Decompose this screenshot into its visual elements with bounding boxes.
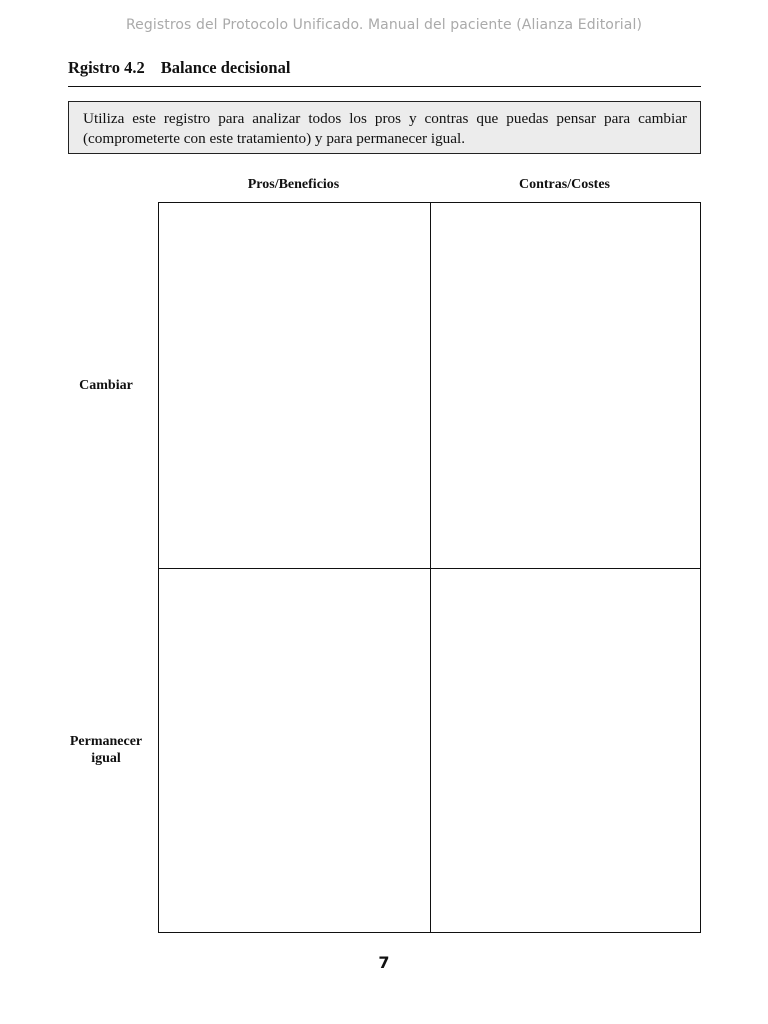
page-number: 7 <box>378 953 390 972</box>
column-header-pros: Pros/Beneficios <box>247 177 340 192</box>
column-header-cons: Contras/Costes <box>519 177 610 192</box>
cell-stay-same-pros[interactable] <box>159 568 430 932</box>
row-label-change: Cambiar <box>79 378 133 393</box>
instructions-box: Utiliza este registro para analizar todos los pros y contras que puedas pensar para cambiar (comprometerte con este tratamiento) y para permanecer igual. <box>68 101 701 154</box>
title-divider <box>68 86 701 87</box>
record-heading <box>68 58 290 78</box>
cell-stay-same-cons[interactable] <box>430 568 700 932</box>
cell-change-cons[interactable] <box>430 203 700 568</box>
decisional-balance-grid <box>158 202 701 933</box>
record-number: Rgistro 4.2 <box>68 58 145 77</box>
cell-change-pros[interactable] <box>159 203 430 568</box>
record-title: Balance decisional <box>160 58 291 77</box>
running-header: Registros del Protocolo Unificado. Manual del paciente (Alianza Editorial) <box>125 17 643 33</box>
row-label-stay-same: Permanecer igual <box>69 734 143 766</box>
